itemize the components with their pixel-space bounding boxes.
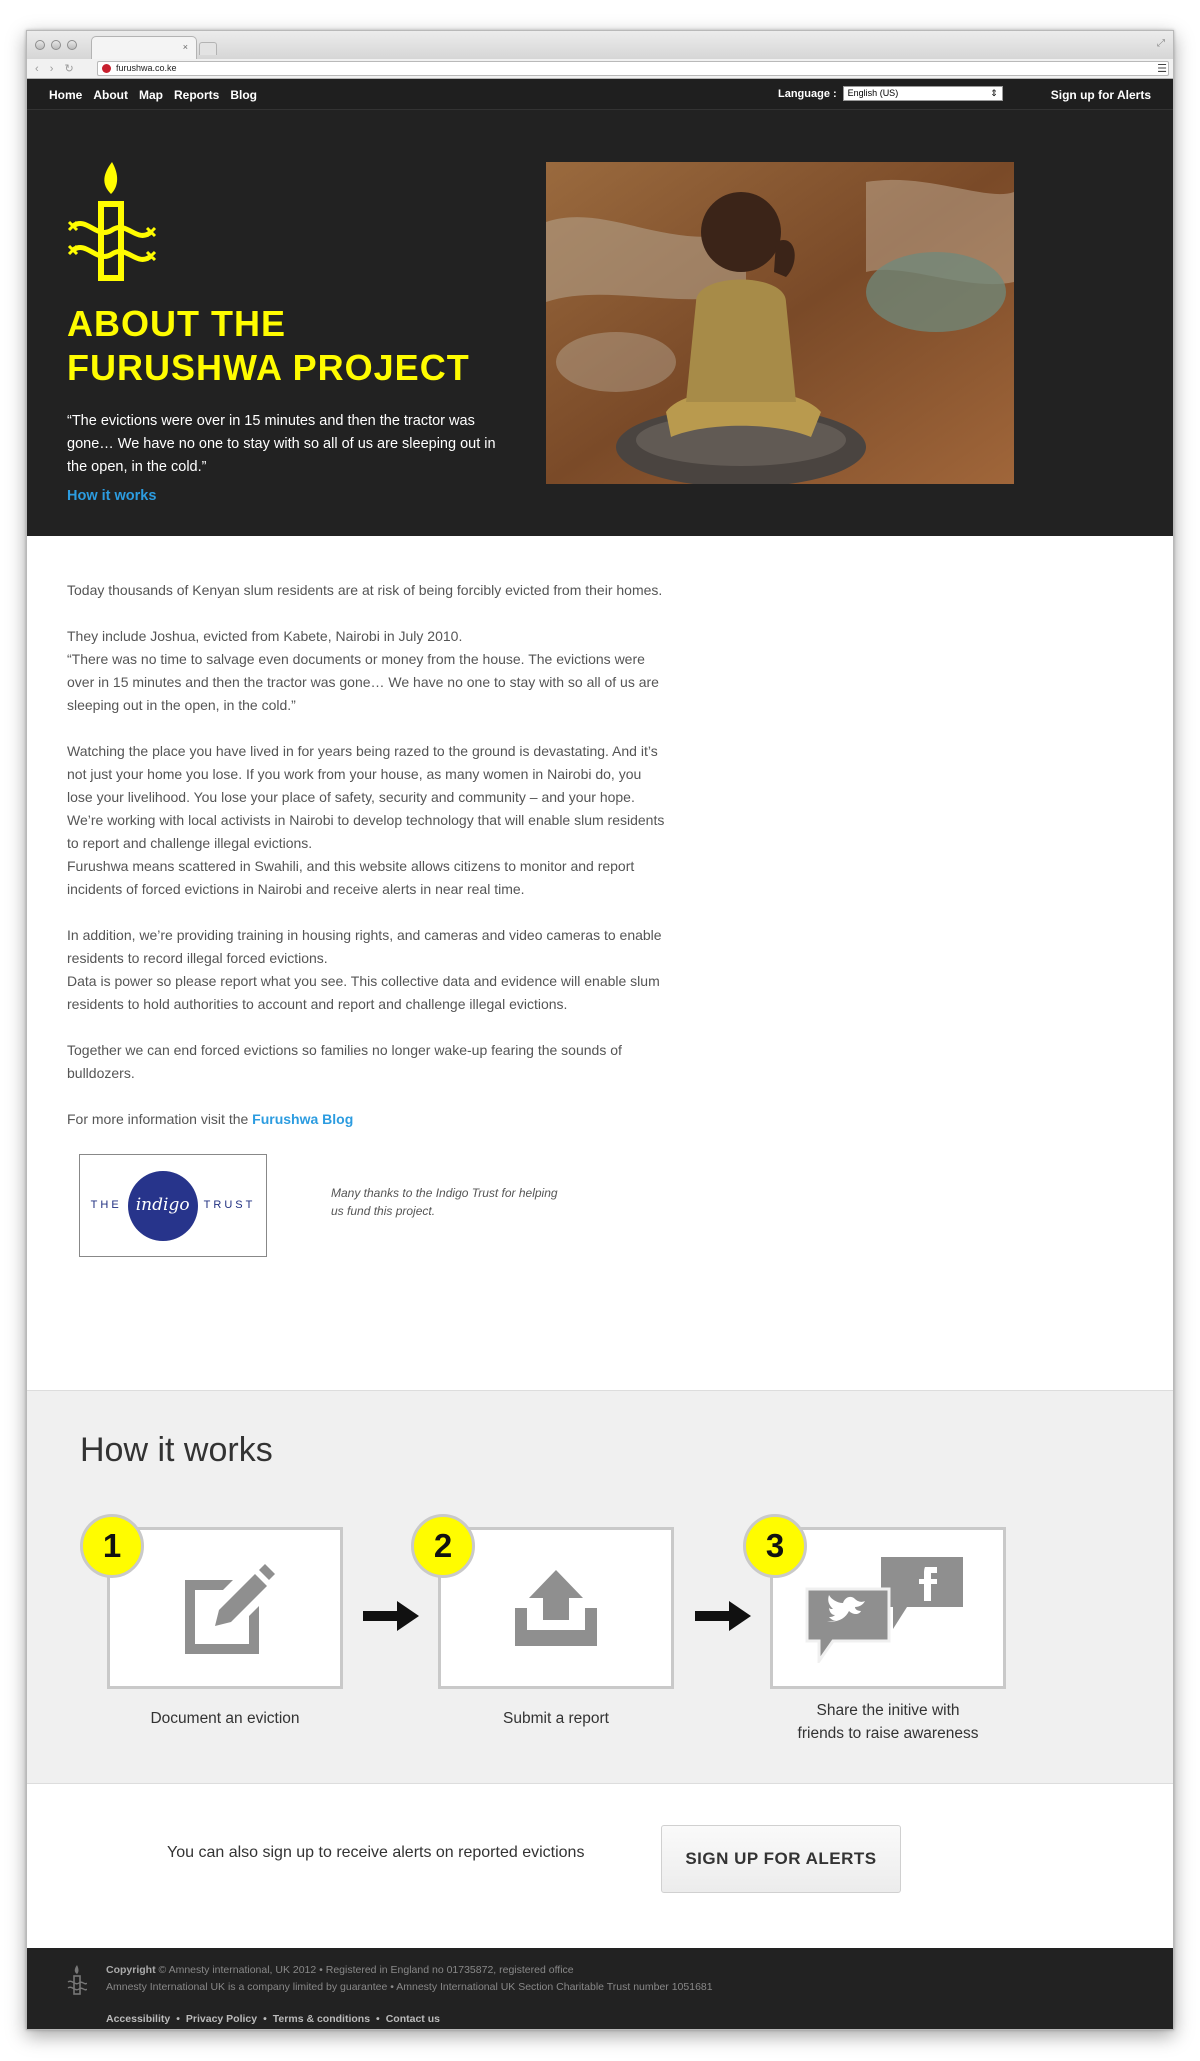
- footer-separator: •: [263, 2013, 267, 2025]
- address-bar[interactable]: [97, 61, 1169, 76]
- address-bar-url: furushwa.co.ke: [116, 63, 177, 73]
- nav-links: [49, 88, 257, 102]
- arrow-right-icon: [363, 1601, 419, 1631]
- copyright-text: © Amnesty international, UK 2012 • Registered in England no 01735872, registered office: [155, 1964, 574, 1976]
- browser-menu-icon[interactable]: ☰: [1157, 63, 1167, 75]
- amnesty-candle-footer-icon: [67, 1965, 87, 1995]
- step-2-number: 2: [411, 1514, 475, 1578]
- step-1-label: Document an eviction: [150, 1710, 300, 1727]
- browser-nav-buttons[interactable]: ‹ › ↻: [35, 63, 78, 75]
- hero-quote: “The evictions were over in 15 minutes and then the tractor was gone… We have no one to stay with so all of us are sleeping out in the open, in the cold.”: [67, 413, 496, 475]
- paragraph-together: Together we can end forced evictions so families no longer wake-up fearing the sounds of bulldozers.: [67, 1042, 622, 1081]
- amnesty-candle-logo-icon: [67, 160, 157, 282]
- footer-link-terms[interactable]: Terms & conditions: [272, 2013, 371, 2025]
- paragraph-intro: Today thousands of Kenyan slum residents are at risk of being forcibly evicted from their homes.: [67, 582, 663, 598]
- minimize-window-button[interactable]: [51, 40, 61, 50]
- footer-copyright: [106, 1962, 713, 1996]
- language-select-value: English (US): [847, 88, 899, 98]
- indigo-logo-the: THE: [90, 1199, 122, 1211]
- footer-links: [106, 2011, 440, 2028]
- page-title-line2: FURUSHWA PROJECT: [67, 347, 470, 388]
- step-1: [102, 1527, 343, 1730]
- zoom-window-button[interactable]: [67, 40, 77, 50]
- furushwa-blog-link[interactable]: Furushwa Blog: [252, 1111, 354, 1127]
- step-3-box[interactable]: [765, 1527, 1006, 1689]
- sign-up-alerts-button[interactable]: SIGN UP FOR ALERTS: [661, 1825, 901, 1893]
- footer-link-contact[interactable]: Contact us: [385, 2013, 440, 2025]
- how-it-works-heading: How it works: [80, 1431, 273, 1469]
- browser-tab-strip: [27, 31, 1173, 59]
- window-controls: [35, 40, 77, 50]
- nav-reports[interactable]: Reports: [174, 88, 220, 102]
- footer-copyright-line1: [106, 1962, 713, 1979]
- browser-window: [26, 30, 1174, 2030]
- step-2-label: Submit a report: [503, 1710, 609, 1727]
- paragraph-furushwa-meaning: Furushwa means scattered in Swahili, and this website allows citizens to monitor and report incidents of forced evictions in Nairobi and receive alerts in near real time.: [67, 858, 635, 897]
- close-window-button[interactable]: [35, 40, 45, 50]
- footer-separator: •: [176, 2013, 180, 2025]
- language-select[interactable]: [843, 86, 1003, 101]
- sponsor-block: [67, 1154, 667, 1294]
- tab-close-icon[interactable]: ×: [182, 42, 188, 52]
- paragraph-joshua: They include Joshua, evicted from Kabete, Nairobi in July 2010.: [67, 628, 463, 644]
- nav-blog[interactable]: Blog: [230, 88, 258, 102]
- footer-link-accessibility[interactable]: Accessibility: [106, 2013, 171, 2025]
- footer-copyright-line2: Amnesty International UK is a company limited by guarantee • Amnesty International UK Section Charitable Trust number 1051681: [106, 1981, 713, 1993]
- footer-link-privacy[interactable]: Privacy Policy: [185, 2013, 258, 2025]
- how-it-works-link[interactable]: How it works: [67, 488, 157, 504]
- nav-signup-alerts[interactable]: Sign up for Alerts: [1050, 88, 1151, 102]
- browser-tab[interactable]: [91, 36, 197, 59]
- paragraph-technology: We’re working with local activists in Nairobi to develop technology that will enable slum residents to report and challenge illegal evictions.: [67, 812, 665, 851]
- copyright-label: Copyright: [106, 1964, 156, 1976]
- edit-icon: [175, 1558, 275, 1658]
- alerts-prompt: You can also sign up to receive alerts on reported evictions: [167, 1844, 585, 1861]
- favicon-icon: [102, 64, 111, 73]
- hero-section: [27, 110, 1173, 536]
- site-nav: [27, 79, 1173, 110]
- nav-about[interactable]: About: [93, 88, 128, 102]
- paragraph-training: In addition, we’re providing training in housing rights, and cameras and video cameras to enable residents to record illegal forced evictions.: [67, 927, 662, 966]
- step-1-number: 1: [80, 1514, 144, 1578]
- step-3-number: 3: [743, 1514, 807, 1578]
- fullscreen-icon[interactable]: ⤢: [1157, 38, 1165, 49]
- about-content: [27, 536, 707, 1294]
- new-tab-button[interactable]: [199, 42, 217, 55]
- language-picker: [778, 86, 1003, 101]
- indigo-trust-logo[interactable]: [79, 1154, 267, 1257]
- how-it-works-section: [27, 1390, 1174, 1784]
- social-share-icon: [803, 1553, 973, 1663]
- language-label: Language :: [778, 87, 837, 100]
- select-arrows-icon: ⇕: [990, 88, 998, 98]
- paragraph-joshua-quote: “There was no time to salvage even documents or money from the house. The evictions were over in 15 minutes and then the tractor was gone… We have no one to stay with so all of us are sleeping out in the open, in the cold.”: [67, 651, 659, 713]
- step-2: [433, 1527, 674, 1730]
- step-3-label: Share the initive with friends to raise awareness: [797, 1702, 979, 1742]
- step-2-box[interactable]: [433, 1527, 674, 1689]
- more-info-text: For more information visit the: [67, 1111, 253, 1127]
- sponsor-thanks: Many thanks to the Indigo Trust for helping us fund this project.: [331, 1186, 558, 1218]
- footer-separator: •: [376, 2013, 380, 2025]
- paragraph-devastating: Watching the place you have lived in for years being razed to the ground is devastating. And it’s not just your home you lose. If you work from your house, as many women in Nairobi do, you lose your livelihood. You lose your place of safety, security and community – and your hope.: [67, 743, 658, 805]
- step-1-box[interactable]: [102, 1527, 343, 1689]
- paragraph-data-power: Data is power so please report what you see. This collective data and evidence will enable slum residents to hold authorities to account and report and challenge illegal evictions.: [67, 973, 660, 1012]
- page-title: [67, 302, 507, 390]
- browser-toolbar: [27, 59, 1173, 79]
- indigo-logo-mark: indigo: [128, 1171, 198, 1241]
- upload-icon: [511, 1568, 601, 1648]
- page-title-line1: ABOUT THE: [67, 303, 286, 344]
- nav-map[interactable]: Map: [139, 88, 163, 102]
- hero-photo-child-on-tyre: [546, 162, 1014, 484]
- site-footer: [27, 1948, 1174, 2030]
- paragraph-more-info: [67, 1108, 667, 1131]
- step-3: [765, 1527, 1006, 1745]
- nav-home[interactable]: Home: [49, 88, 83, 102]
- indigo-logo-trust: TRUST: [203, 1199, 256, 1211]
- alerts-section: [27, 1785, 1174, 1948]
- arrow-right-icon: [695, 1601, 751, 1631]
